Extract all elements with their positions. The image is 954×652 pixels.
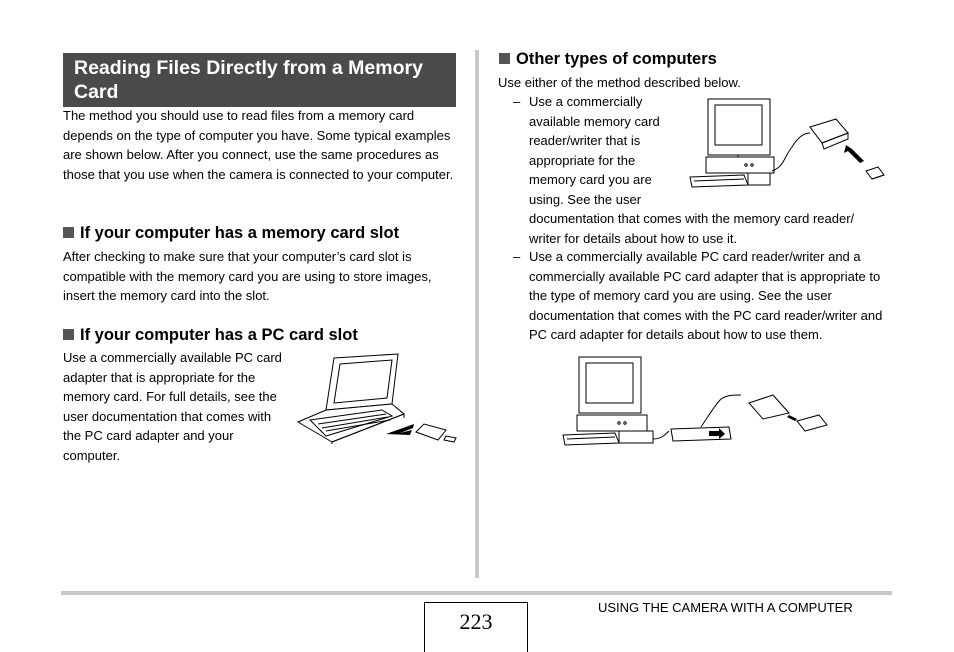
card-reader-paragraph: Use a commercially available memory card reader/writer that is appropriate for the memory card you are using. See the user xyxy=(529,94,660,207)
page-number: 223 xyxy=(424,602,528,652)
pc-card-slot-heading-text: If your computer has a PC card slot xyxy=(80,326,358,344)
list-dash: – xyxy=(513,249,521,264)
footer-divider xyxy=(61,591,892,595)
desktop-card-reader-illustration xyxy=(688,97,893,189)
other-computers-heading xyxy=(499,49,717,69)
laptop-pc-card-illustration xyxy=(296,352,461,444)
intro-paragraph: The method you should use to read files from a memory card depends on the type of computer you have. Some typical examples are shown below. After you connect, use the same procedures as those that you use when the camera is connected to your computer. xyxy=(63,108,454,182)
pc-card-slot-heading xyxy=(63,325,358,345)
desktop-pc-card-reader-illustration xyxy=(561,355,831,447)
square-bullet-icon xyxy=(63,329,74,340)
footer-section-label: USING THE CAMERA WITH A COMPUTER xyxy=(598,600,853,615)
pc-card-slot-paragraph: Use a commercially available PC card adapter that is appropriate for the memory card. For full details, see the user documentation that comes with the PC card adapter and your computer. xyxy=(63,350,282,463)
memory-card-slot-paragraph: After checking to make sure that your computer’s card slot is compatible with the memory card you are using to store images, insert the memory card into the slot. xyxy=(63,249,432,304)
other-computers-heading-text: Other types of computers xyxy=(516,50,717,68)
square-bullet-icon xyxy=(63,227,74,238)
memory-card-slot-heading xyxy=(63,223,399,243)
list-dash: – xyxy=(513,94,521,109)
column-divider xyxy=(475,50,479,578)
pc-card-reader-paragraph: Use a commercially available PC card reader/writer and a commercially available PC card adapter that is appropriate to the type of memory card you are using. See the user documentation that comes with the PC card reader/writer and PC card adapter for details about how to use them. xyxy=(529,249,883,343)
square-bullet-icon xyxy=(499,53,510,64)
section-title: Reading Files Directly from a Memory Card xyxy=(63,53,456,107)
memory-card-slot-heading-text: If your computer has a memory card slot xyxy=(80,224,400,242)
other-computers-intro: Use either of the method described below. xyxy=(498,75,741,90)
card-reader-paragraph-continued: documentation that comes with the memory card reader/ writer for details about how to use it. xyxy=(529,211,855,246)
